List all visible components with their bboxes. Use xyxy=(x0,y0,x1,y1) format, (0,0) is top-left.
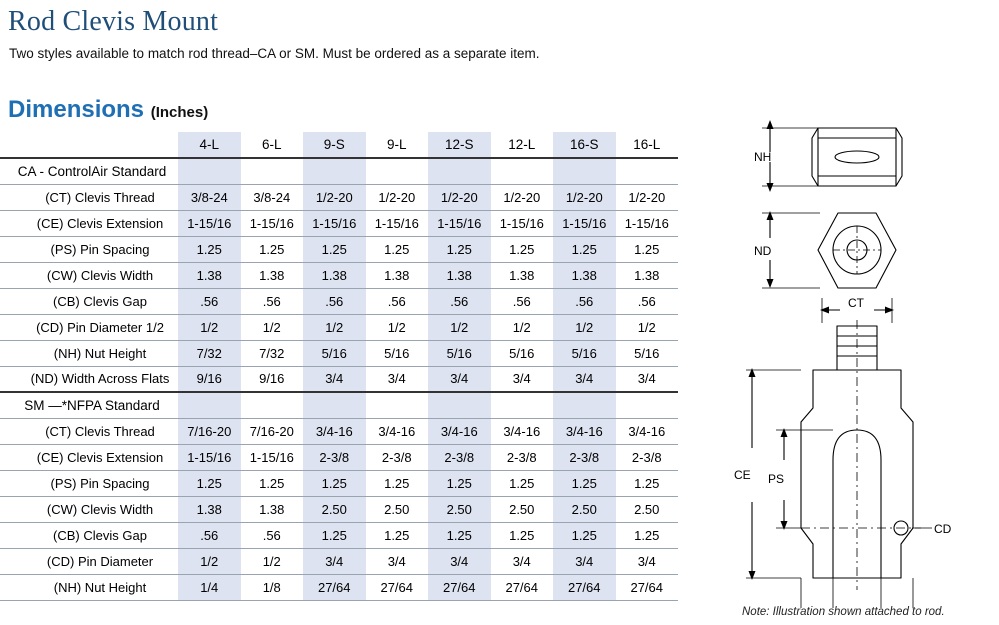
table-cell: 5/16 xyxy=(491,340,554,366)
group-row-spacer xyxy=(491,392,554,418)
table-row xyxy=(0,496,678,522)
table-cell: 1-15/16 xyxy=(366,210,429,236)
table-cell: 27/64 xyxy=(366,574,429,600)
page-title: Rod Clevis Mount xyxy=(8,6,219,37)
row-label: (PS) Pin Spacing xyxy=(0,236,178,262)
table-row xyxy=(0,366,678,392)
column-header: 9-S xyxy=(303,132,366,158)
row-label: (CB) Clevis Gap xyxy=(0,522,178,548)
table-header-row xyxy=(0,132,678,158)
table-cell: 3/4 xyxy=(366,366,429,392)
group-row-spacer xyxy=(241,158,304,184)
table-cell: 2.50 xyxy=(428,496,491,522)
table-row xyxy=(0,210,678,236)
table-cell: 1/2 xyxy=(553,314,616,340)
table-row xyxy=(0,444,678,470)
table-cell: 1.25 xyxy=(616,236,679,262)
table-cell: 27/64 xyxy=(491,574,554,600)
table-cell: .56 xyxy=(241,522,304,548)
table-group-row xyxy=(0,158,678,184)
table-cell: 1.25 xyxy=(303,522,366,548)
table-cell: .56 xyxy=(366,288,429,314)
illustration-note: Note: Illustration shown attached to rod. xyxy=(742,606,945,618)
table-cell: 5/16 xyxy=(616,340,679,366)
table-cell: 1.25 xyxy=(241,470,304,496)
section-heading-text: Dimensions xyxy=(8,96,145,123)
callout-nd: ND xyxy=(754,244,772,258)
group-row-spacer xyxy=(553,392,616,418)
table-cell: 1.38 xyxy=(553,262,616,288)
group-title: CA - ControlAir Standard xyxy=(0,158,178,184)
group-row-spacer xyxy=(366,158,429,184)
group-row-spacer xyxy=(178,392,241,418)
group-title: SM —*NFPA Standard xyxy=(0,392,178,418)
table-cell: 1/2 xyxy=(428,314,491,340)
row-label: (CB) Clevis Gap xyxy=(0,288,178,314)
page-subtitle: Two styles available to match rod thread–CA or SM. Must be ordered as a separate item. xyxy=(9,46,540,61)
table-cell: 1.25 xyxy=(553,236,616,262)
table-cell: 27/64 xyxy=(428,574,491,600)
table-row xyxy=(0,288,678,314)
table-cell: 1.25 xyxy=(303,470,366,496)
group-row-spacer xyxy=(303,392,366,418)
row-label: (CD) Pin Diameter 1/2 xyxy=(0,314,178,340)
table-cell: 2.50 xyxy=(616,496,679,522)
table-cell: 1/2 xyxy=(491,314,554,340)
group-row-spacer xyxy=(616,158,679,184)
table-cell: 5/16 xyxy=(553,340,616,366)
table-cell: 1.25 xyxy=(241,236,304,262)
table-cell: 1.38 xyxy=(241,262,304,288)
table-cell: 1.38 xyxy=(303,262,366,288)
table-cell: 3/4 xyxy=(303,366,366,392)
group-row-spacer xyxy=(366,392,429,418)
table-cell: 1.25 xyxy=(491,470,554,496)
table-cell: 1.25 xyxy=(178,236,241,262)
group-row-spacer xyxy=(303,158,366,184)
table-cell: 1.38 xyxy=(428,262,491,288)
table-cell: 2-3/8 xyxy=(366,444,429,470)
table-cell: 1/2-20 xyxy=(366,184,429,210)
table-cell: 1.25 xyxy=(428,470,491,496)
column-header: 6-L xyxy=(241,132,304,158)
column-header: 12-L xyxy=(491,132,554,158)
group-row-spacer xyxy=(491,158,554,184)
group-row-spacer xyxy=(428,158,491,184)
table-cell: 1/2 xyxy=(178,548,241,574)
table-cell: 1.38 xyxy=(178,262,241,288)
table-cell: 2-3/8 xyxy=(616,444,679,470)
row-label: (NH) Nut Height xyxy=(0,340,178,366)
table-row xyxy=(0,340,678,366)
table-cell: 27/64 xyxy=(616,574,679,600)
table-cell: .56 xyxy=(178,522,241,548)
table-cell: 3/4 xyxy=(553,366,616,392)
table-cell: 1.38 xyxy=(241,496,304,522)
table-row xyxy=(0,548,678,574)
row-label: (CW) Clevis Width xyxy=(0,496,178,522)
table-header-blank xyxy=(0,132,178,158)
table-cell: 7/16-20 xyxy=(241,418,304,444)
table-cell: .56 xyxy=(553,288,616,314)
table-cell: 1-15/16 xyxy=(241,210,304,236)
table-cell: 1/8 xyxy=(241,574,304,600)
table-cell: 1.38 xyxy=(178,496,241,522)
table-cell: 2-3/8 xyxy=(428,444,491,470)
row-label: (CW) Clevis Width xyxy=(0,262,178,288)
table-cell: 3/4 xyxy=(616,548,679,574)
table-row xyxy=(0,522,678,548)
table-row xyxy=(0,262,678,288)
table-cell: 3/4 xyxy=(428,366,491,392)
table-cell: 5/16 xyxy=(366,340,429,366)
table-cell: .56 xyxy=(303,288,366,314)
table-cell: 3/4-16 xyxy=(553,418,616,444)
column-header: 16-S xyxy=(553,132,616,158)
table-cell: 3/4-16 xyxy=(366,418,429,444)
column-header: 16-L xyxy=(616,132,679,158)
table-cell: 1-15/16 xyxy=(553,210,616,236)
clevis-diagram-svg xyxy=(700,108,995,608)
table-cell: 3/4 xyxy=(491,366,554,392)
row-label: (CE) Clevis Extension xyxy=(0,210,178,236)
table-cell: 1/2-20 xyxy=(303,184,366,210)
table-cell: 1.38 xyxy=(491,262,554,288)
table-cell: 1.25 xyxy=(303,236,366,262)
callout-ct: CT xyxy=(848,296,864,310)
table-cell: 27/64 xyxy=(303,574,366,600)
dimensions-table xyxy=(0,132,678,601)
group-row-spacer xyxy=(178,158,241,184)
row-label: (CT) Clevis Thread xyxy=(0,418,178,444)
section-heading xyxy=(8,96,208,124)
table-cell: 3/4 xyxy=(303,548,366,574)
table-row xyxy=(0,574,678,600)
table-cell: 2.50 xyxy=(553,496,616,522)
rod-clevis-illustration xyxy=(700,108,995,608)
group-row-spacer xyxy=(616,392,679,418)
row-label: (PS) Pin Spacing xyxy=(0,470,178,496)
table-cell: 1.25 xyxy=(428,236,491,262)
table-cell: 9/16 xyxy=(241,366,304,392)
table-cell: .56 xyxy=(491,288,554,314)
dimensions-table-wrapper xyxy=(0,132,690,601)
table-cell: 1.38 xyxy=(366,262,429,288)
row-label: (CD) Pin Diameter xyxy=(0,548,178,574)
callout-nh: NH xyxy=(754,150,772,164)
table-cell: 1/4 xyxy=(178,574,241,600)
table-row xyxy=(0,184,678,210)
table-row xyxy=(0,236,678,262)
table-cell: 1.25 xyxy=(491,236,554,262)
table-cell: 1/2-20 xyxy=(491,184,554,210)
table-cell: 1/2-20 xyxy=(428,184,491,210)
callout-ce: CE xyxy=(734,468,751,482)
group-row-spacer xyxy=(241,392,304,418)
table-cell: 1-15/16 xyxy=(491,210,554,236)
table-cell: 27/64 xyxy=(553,574,616,600)
table-cell: 2.50 xyxy=(303,496,366,522)
table-cell: 1/2 xyxy=(241,548,304,574)
table-cell: 1.25 xyxy=(616,522,679,548)
column-header: 9-L xyxy=(366,132,429,158)
table-cell: 1-15/16 xyxy=(178,210,241,236)
table-cell: 1-15/16 xyxy=(178,444,241,470)
table-cell: 1.25 xyxy=(553,470,616,496)
row-label: (CE) Clevis Extension xyxy=(0,444,178,470)
table-cell: 1/2-20 xyxy=(616,184,679,210)
table-cell: 7/16-20 xyxy=(178,418,241,444)
table-cell: 1.38 xyxy=(616,262,679,288)
table-row xyxy=(0,314,678,340)
table-cell: 1/2 xyxy=(178,314,241,340)
table-cell: 1.25 xyxy=(366,470,429,496)
row-label: (ND) Width Across Flats xyxy=(0,366,178,392)
table-cell: 2.50 xyxy=(366,496,429,522)
table-cell: 3/8-24 xyxy=(241,184,304,210)
table-cell: 3/8-24 xyxy=(178,184,241,210)
row-label: (NH) Nut Height xyxy=(0,574,178,600)
table-cell: 5/16 xyxy=(303,340,366,366)
group-row-spacer xyxy=(428,392,491,418)
column-header: 12-S xyxy=(428,132,491,158)
table-cell: 1.25 xyxy=(366,236,429,262)
table-cell: 1/2 xyxy=(303,314,366,340)
table-cell: 2.50 xyxy=(491,496,554,522)
table-cell: .56 xyxy=(241,288,304,314)
table-group-row xyxy=(0,392,678,418)
table-cell: 1-15/16 xyxy=(303,210,366,236)
table-cell: .56 xyxy=(428,288,491,314)
table-cell: 1-15/16 xyxy=(428,210,491,236)
table-cell: 1/2 xyxy=(241,314,304,340)
row-label: (CT) Clevis Thread xyxy=(0,184,178,210)
table-cell: 2-3/8 xyxy=(553,444,616,470)
table-cell: 1-15/16 xyxy=(616,210,679,236)
table-cell: 3/4 xyxy=(366,548,429,574)
table-cell: 3/4-16 xyxy=(491,418,554,444)
table-cell: 7/32 xyxy=(178,340,241,366)
table-cell: 3/4 xyxy=(491,548,554,574)
table-cell: 3/4 xyxy=(553,548,616,574)
table-cell: 3/4-16 xyxy=(616,418,679,444)
table-cell: 5/16 xyxy=(428,340,491,366)
table-cell: 7/32 xyxy=(241,340,304,366)
table-cell: .56 xyxy=(178,288,241,314)
table-cell: 1.25 xyxy=(428,522,491,548)
group-row-spacer xyxy=(553,158,616,184)
table-cell: 1.25 xyxy=(491,522,554,548)
table-cell: 3/4 xyxy=(616,366,679,392)
table-cell: 1.25 xyxy=(178,470,241,496)
table-cell: 1/2 xyxy=(366,314,429,340)
table-cell: 1.25 xyxy=(616,470,679,496)
table-cell: 2-3/8 xyxy=(491,444,554,470)
table-row xyxy=(0,418,678,444)
table-cell: 1-15/16 xyxy=(241,444,304,470)
table-cell: 2-3/8 xyxy=(303,444,366,470)
table-cell: 9/16 xyxy=(178,366,241,392)
table-cell: 1.25 xyxy=(553,522,616,548)
table-cell: 3/4 xyxy=(428,548,491,574)
callout-cd: CD xyxy=(934,522,952,536)
table-cell: 3/4-16 xyxy=(428,418,491,444)
table-row xyxy=(0,470,678,496)
callout-ps: PS xyxy=(768,472,785,486)
table-cell: 1.25 xyxy=(366,522,429,548)
column-header: 4-L xyxy=(178,132,241,158)
table-cell: 3/4-16 xyxy=(303,418,366,444)
table-cell: .56 xyxy=(616,288,679,314)
section-units: (Inches) xyxy=(150,104,209,121)
table-cell: 1/2-20 xyxy=(553,184,616,210)
table-cell: 1/2 xyxy=(616,314,679,340)
